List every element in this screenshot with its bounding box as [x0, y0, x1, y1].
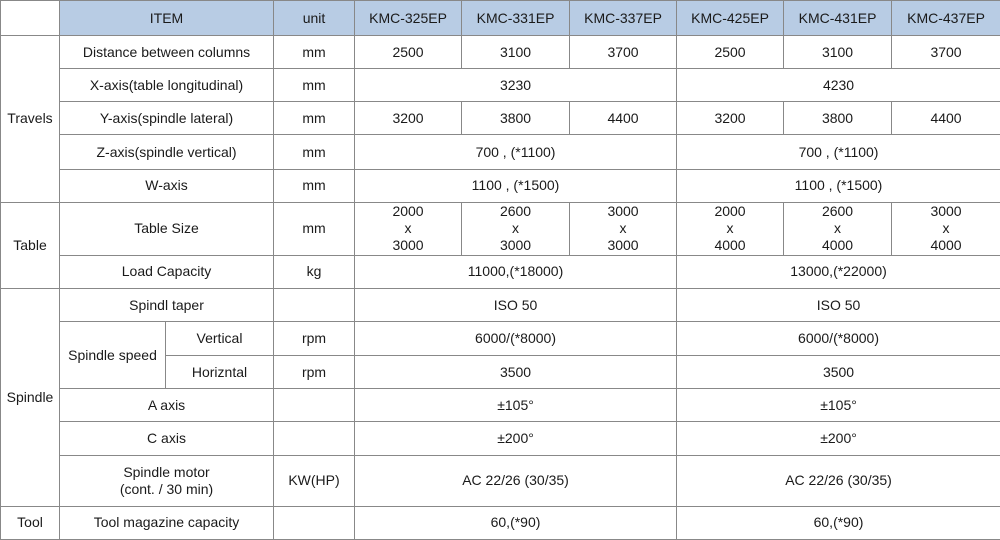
table-size-cell: 3000 x 3000: [570, 202, 677, 255]
item-cell: Spindle motor (cont. / 30 min): [60, 455, 274, 506]
value-cell: 11000,(*18000): [355, 255, 677, 288]
value-cell: 2500: [355, 36, 462, 69]
unit-cell: kg: [274, 255, 355, 288]
unit-cell: [274, 422, 355, 455]
item-cell: Distance between columns: [60, 36, 274, 69]
row-spindle-speed-vertical: [1, 322, 1000, 356]
item-cell: Tool magazine capacity: [60, 506, 274, 539]
value-cell: 6000/(*8000): [355, 322, 677, 356]
row-tool-magazine: [1, 506, 1000, 539]
row-load-capacity: [1, 255, 1000, 288]
row-spindle-motor: [1, 455, 1000, 506]
value-cell: 3200: [355, 102, 462, 135]
item-cell: Table Size: [60, 202, 274, 255]
value-cell: 3230: [355, 69, 677, 102]
item-cell: Spindle speed: [60, 322, 166, 389]
row-a-axis: [1, 389, 1000, 422]
row-x-axis: [1, 69, 1000, 102]
value-cell: 1100 , (*1500): [677, 169, 1000, 202]
header-item: ITEM: [60, 1, 274, 36]
group-spindle: Spindle: [1, 288, 60, 506]
row-z-axis: [1, 135, 1000, 169]
item-cell: W-axis: [60, 169, 274, 202]
value-cell: ISO 50: [355, 288, 677, 321]
value-cell: 3200: [677, 102, 784, 135]
value-cell: 3100: [462, 36, 570, 69]
group-travels: Travels: [1, 36, 60, 203]
header-blank-cell: [1, 1, 60, 36]
item-cell: Z-axis(spindle vertical): [60, 135, 274, 169]
table-size-cell: 2000 x 4000: [677, 202, 784, 255]
unit-cell: [274, 288, 355, 321]
value-cell: 3700: [570, 36, 677, 69]
value-cell: 13000,(*22000): [677, 255, 1000, 288]
item-cell: Y-axis(spindle lateral): [60, 102, 274, 135]
unit-cell: rpm: [274, 322, 355, 356]
value-cell: 3800: [784, 102, 892, 135]
value-cell: 3100: [784, 36, 892, 69]
value-cell: 4230: [677, 69, 1000, 102]
value-cell: 700 , (*1100): [355, 135, 677, 169]
sub-item-cell: Horizntal: [166, 356, 274, 389]
header-row: [1, 1, 1000, 36]
value-cell: ±105°: [355, 389, 677, 422]
unit-cell: [274, 389, 355, 422]
header-model-6: KMC-437EP: [892, 1, 1000, 36]
unit-cell: mm: [274, 36, 355, 69]
item-cell: A axis: [60, 389, 274, 422]
table-size-cell: 3000 x 4000: [892, 202, 1000, 255]
value-cell: ±200°: [355, 422, 677, 455]
value-cell: 60,(*90): [677, 506, 1000, 539]
item-cell: Load Capacity: [60, 255, 274, 288]
sub-item-cell: Vertical: [166, 322, 274, 356]
header-model-1: KMC-325EP: [355, 1, 462, 36]
item-cell: Spindl taper: [60, 288, 274, 321]
value-cell: ±200°: [677, 422, 1000, 455]
row-distance-columns: [1, 36, 1000, 69]
unit-cell: mm: [274, 135, 355, 169]
value-cell: 6000/(*8000): [677, 322, 1000, 356]
table-size-cell: 2600 x 4000: [784, 202, 892, 255]
value-cell: 3500: [355, 356, 677, 389]
unit-cell: mm: [274, 69, 355, 102]
value-cell: 2500: [677, 36, 784, 69]
value-cell: 700 , (*1100): [677, 135, 1000, 169]
value-cell: 60,(*90): [355, 506, 677, 539]
value-cell: 3700: [892, 36, 1000, 69]
value-cell: 4400: [570, 102, 677, 135]
unit-cell: mm: [274, 202, 355, 255]
item-cell: X-axis(table longitudinal): [60, 69, 274, 102]
unit-cell: KW(HP): [274, 455, 355, 506]
value-cell: 3500: [677, 356, 1000, 389]
table-size-cell: 2600 x 3000: [462, 202, 570, 255]
header-model-3: KMC-337EP: [570, 1, 677, 36]
table-size-cell: 2000 x 3000: [355, 202, 462, 255]
row-c-axis: [1, 422, 1000, 455]
group-table: Table: [1, 202, 60, 288]
unit-cell: mm: [274, 102, 355, 135]
value-cell: ISO 50: [677, 288, 1000, 321]
header-model-2: KMC-331EP: [462, 1, 570, 36]
item-cell: C axis: [60, 422, 274, 455]
unit-cell: rpm: [274, 356, 355, 389]
header-model-5: KMC-431EP: [784, 1, 892, 36]
value-cell: 3800: [462, 102, 570, 135]
group-tool: Tool: [1, 506, 60, 539]
row-y-axis: [1, 102, 1000, 135]
value-cell: 4400: [892, 102, 1000, 135]
unit-cell: [274, 506, 355, 539]
unit-cell: mm: [274, 169, 355, 202]
value-cell: AC 22/26 (30/35): [677, 455, 1000, 506]
header-unit: unit: [274, 1, 355, 36]
row-spindle-taper: [1, 288, 1000, 321]
value-cell: ±105°: [677, 389, 1000, 422]
row-w-axis: [1, 169, 1000, 202]
value-cell: 1100 , (*1500): [355, 169, 677, 202]
value-cell: AC 22/26 (30/35): [355, 455, 677, 506]
row-table-size: [1, 202, 1000, 255]
header-model-4: KMC-425EP: [677, 1, 784, 36]
